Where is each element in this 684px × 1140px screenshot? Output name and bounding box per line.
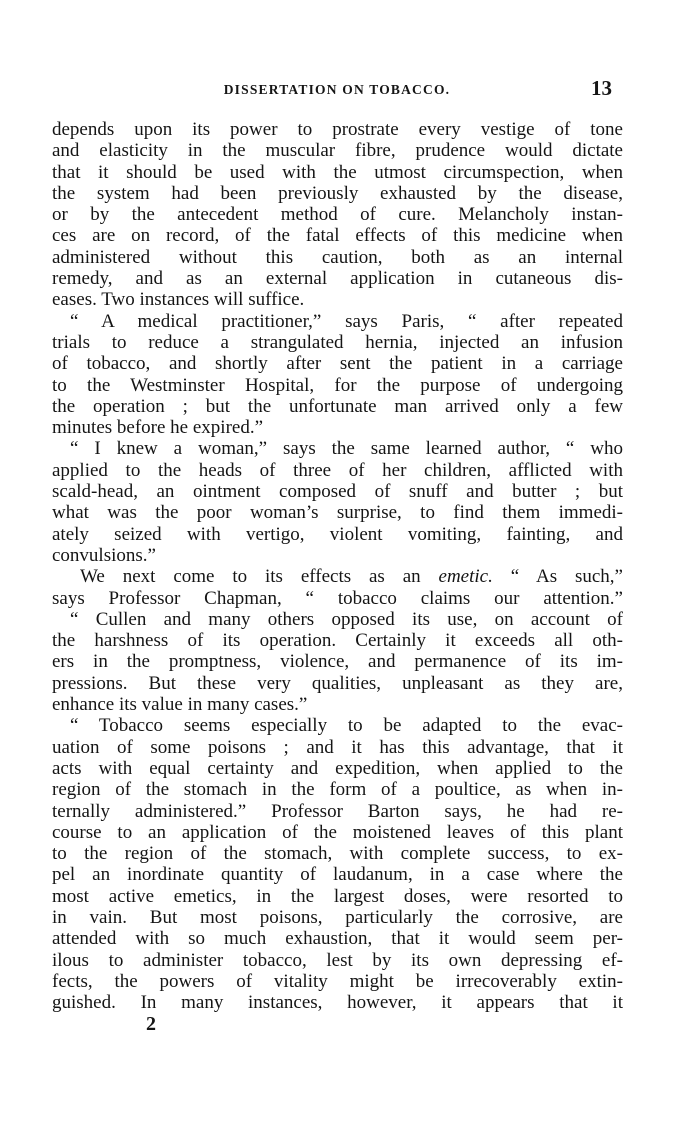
text-line: in vain. But most poisons, particularly the corrosive, are xyxy=(52,906,623,928)
text-line: minutes before he expired.” xyxy=(52,417,264,439)
page-number: 13 xyxy=(591,76,612,100)
text-line: convulsions.” xyxy=(52,544,156,566)
text-line: ately seized with vertigo, violent vomiting, fainting, and xyxy=(52,523,623,545)
text-segment: We next come to its effects as an xyxy=(80,566,439,588)
text-line: the harshness of its operation. Certainly it exceeds all oth- xyxy=(52,630,623,652)
text-line xyxy=(52,566,623,587)
text-line: attended with so much exhaustion, that it would seem per- xyxy=(52,928,623,950)
text-line: “ Cullen and many others opposed its use, on account of xyxy=(70,608,623,630)
text-line: what was the poor woman’s surprise, to find them immedi- xyxy=(52,502,623,524)
text-line: enhance its value in many cases.” xyxy=(52,694,308,716)
text-line: or by the antecedent method of cure. Melancholy instan- xyxy=(52,204,623,226)
text-line: administered without this caution, both as an internal xyxy=(52,246,623,268)
text-line: trials to reduce a strangulated hernia, injected an infusion xyxy=(52,331,623,353)
text-line: to the region of the stomach, with complete success, to ex- xyxy=(52,843,623,865)
emphasized-term: emetic. xyxy=(438,566,493,588)
text-line: the system had been previously exhausted by the disease, xyxy=(52,182,623,204)
text-line: ternally administered.” Professor Barton says, he had re- xyxy=(52,800,623,822)
text-line: most active emetics, in the largest doses, were resorted to xyxy=(52,885,623,907)
body-text xyxy=(52,119,623,1013)
running-title: DISSERTATION ON TOBACCO. xyxy=(223,82,451,97)
text-line: says Professor Chapman, “ tobacco claims our attention.” xyxy=(52,587,623,609)
text-line: to the Westminster Hospital, for the purpose of undergoing xyxy=(52,374,623,396)
text-segment: “ As such,” xyxy=(492,566,623,588)
text-line: pel an inordinate quantity of laudanum, in a case where the xyxy=(52,864,623,886)
text-line: acts with equal certainty and expedition, when applied to the xyxy=(52,757,623,779)
text-line: uation of some poisons ; and it has this advantage, that it xyxy=(52,736,623,758)
text-line: ces are on record, of the fatal effects of this medicine when xyxy=(52,225,623,247)
text-line: ilous to administer tobacco, lest by its own depressing ef- xyxy=(52,949,623,971)
text-line: guished. In many instances, however, it appears that it xyxy=(52,992,623,1014)
text-line: scald-head, an ointment composed of snuff and butter ; but xyxy=(52,481,623,503)
text-line: of tobacco, and shortly after sent the patient in a carriage xyxy=(52,353,623,375)
text-line: eases. Two instances will suffice. xyxy=(52,289,305,311)
text-line: depends upon its power to prostrate every vestige of tone xyxy=(52,119,623,140)
text-line: “ I knew a woman,” says the same learned author, “ who xyxy=(70,438,623,460)
text-line: ers in the promptness, violence, and permanence of its im- xyxy=(52,651,623,673)
text-line: remedy, and as an external application in cutaneous dis- xyxy=(52,268,623,290)
page-header xyxy=(52,76,622,100)
signature-mark: 2 xyxy=(146,1013,156,1035)
text-line: “ Tobacco seems especially to be adapted to the evac- xyxy=(70,715,623,737)
text-line: “ A medical practitioner,” says Paris, “ after repeated xyxy=(70,310,623,332)
text-line: and elasticity in the muscular fibre, prudence would dictate xyxy=(52,140,623,162)
text-line: the operation ; but the unfortunate man arrived only a few xyxy=(52,395,623,417)
text-line: that it should be used with the utmost circumspection, when xyxy=(52,161,623,183)
text-line: region of the stomach in the form of a poultice, as when in- xyxy=(52,779,623,801)
text-line: applied to the heads of three of her children, afflicted with xyxy=(52,459,623,481)
text-line: fects, the powers of vitality might be irrecoverably extin- xyxy=(52,970,623,992)
text-line: pressions. But these very qualities, unpleasant as they are, xyxy=(52,672,623,694)
text-line: course to an application of the moistened leaves of this plant xyxy=(52,821,623,843)
